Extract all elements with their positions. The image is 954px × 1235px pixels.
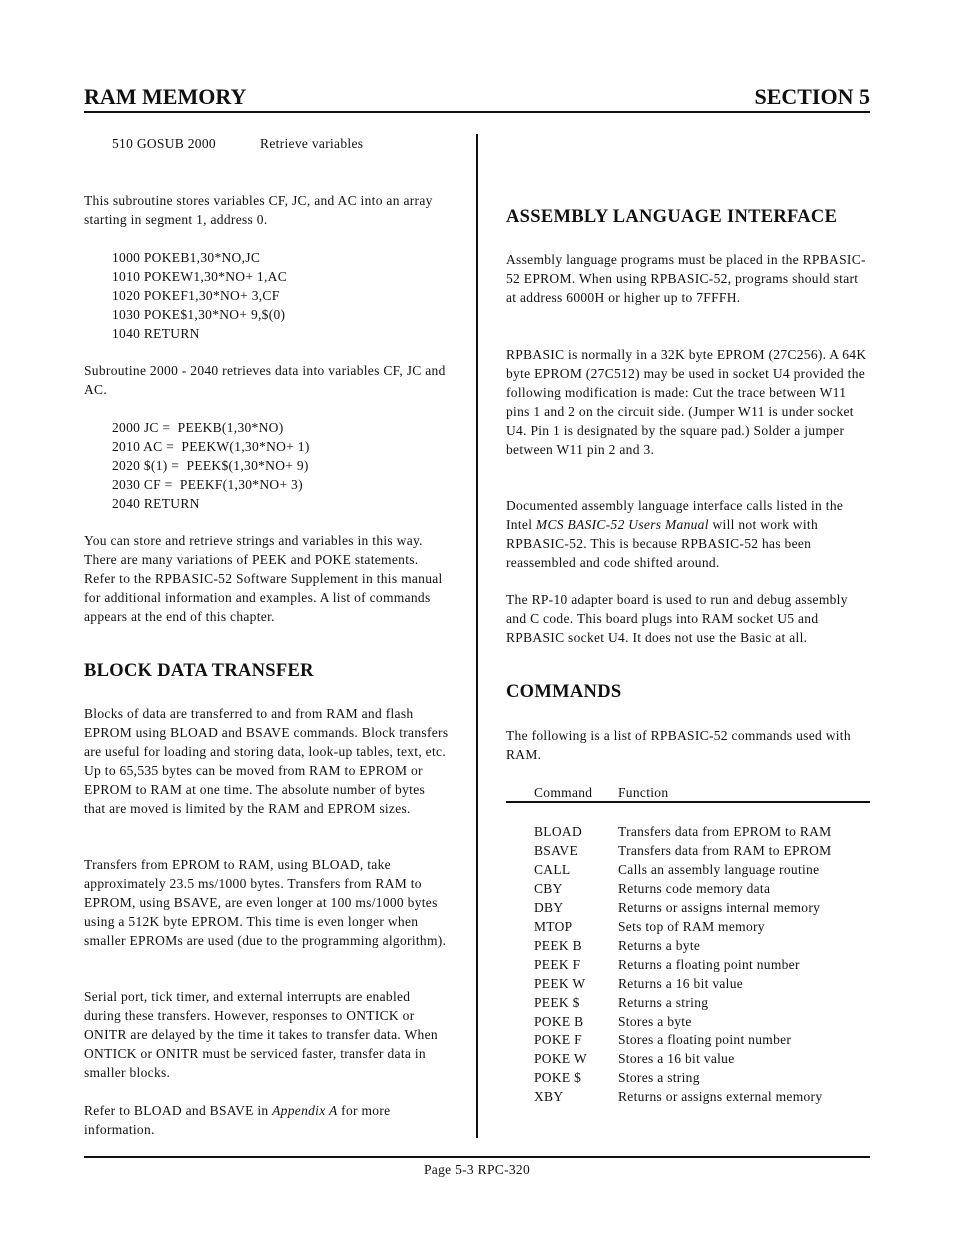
- code-line: 2040 RETURN: [112, 496, 200, 511]
- command-function: Returns code memory data: [618, 880, 771, 896]
- paragraph: Subroutine 2000 - 2040 retrieves data into variables CF, JC and AC.: [84, 363, 446, 397]
- command-name: BSAVE: [534, 842, 579, 858]
- section-heading: ASSEMBLY LANGUAGE INTERFACE: [506, 207, 838, 227]
- code-line: 2030 CF = PEEKF(1,30*NO+ 3): [112, 477, 303, 492]
- command-name: XBY: [534, 1089, 564, 1105]
- paragraph: RPBASIC is normally in a 32K byte EPROM (27C256). A 64K byte EPROM (27C512) may be used in socket U4 provided the following modification is made: Cut the trace between W11 pins 1 and 2 on the circuit side. (Jumper W11 is under socket U4. Pin 1 is designated by the square pad.) Solder a jumper between W11 pin 2 and 3.: [506, 347, 867, 457]
- paragraph: Refer to BLOAD and BSAVE in Appendix A for more information.: [84, 1103, 391, 1137]
- code-line: 510 GOSUB 2000 Retrieve variables: [112, 136, 364, 151]
- code-line: 1020 POKEF1,30*NO+ 3,CF: [112, 288, 280, 303]
- code-line: 2020 $(1) = PEEK$(1,30*NO+ 9): [112, 458, 309, 473]
- right-column: [506, 0, 870, 1150]
- code-line: 1010 POKEW1,30*NO+ 1,AC: [112, 269, 288, 284]
- code-line: 2000 JC = PEEKB(1,30*NO): [112, 420, 284, 435]
- command-name: MTOP: [534, 918, 573, 934]
- command-name: DBY: [534, 899, 564, 915]
- command-function: Transfers data from EPROM to RAM: [618, 824, 832, 839]
- command-function: Transfers data from RAM to EPROM: [618, 842, 832, 858]
- command-name: POKE F: [534, 1032, 582, 1048]
- code-line: 2010 AC = PEEKW(1,30*NO+ 1): [112, 439, 310, 454]
- code-line: 1000 POKEB1,30*NO,JC: [112, 250, 261, 265]
- paragraph: Blocks of data are transferred to and from RAM and flash EPROM using BLOAD and BSAVE commands. Block transfers are useful for loading and storing data, look-up tables, text, etc. Up to 65,535 bytes can be moved from RAM to EPROM or EPROM to RAM at one time. The absolute number of bytes that are moved is limited by the RAM and EPROM sizes.: [84, 706, 449, 816]
- footer-rule: [84, 1156, 870, 1158]
- left-column: [84, 0, 450, 1150]
- page-footer: Page 5-3 RPC-320: [423, 1162, 531, 1177]
- section-heading: BLOCK DATA TRANSFER: [84, 661, 314, 681]
- command-name: CBY: [534, 880, 563, 896]
- command-name: CALL: [534, 861, 571, 877]
- table-rule: [506, 801, 870, 803]
- paragraph: Transfers from EPROM to RAM, using BLOAD, take approximately 23.5 ms/1000 bytes. Transfers from RAM to EPROM, using BSAVE, are even longer at 100 ms/1000 bytes using a 512K byte EPROM. This time is even longer when smaller EPROMs are used (due to the programming algorithm).: [84, 857, 447, 948]
- paragraph: The RP-10 adapter board is used to run and debug assembly and C code. This board plugs into RAM socket U5 and RPBASIC socket U4. It does not use the Basic at all.: [506, 592, 848, 645]
- command-function: Returns a string: [618, 994, 709, 1010]
- command-function: Sets top of RAM memory: [618, 918, 765, 934]
- command-function: Returns a byte: [618, 937, 701, 953]
- paragraph: This subroutine stores variables CF, JC, and AC into an array starting in segment 1, address 0.: [84, 193, 433, 227]
- paragraph: You can store and retrieve strings and variables in this way. There are many variations of PEEK and POKE statements. Refer to the RPBASIC-52 Software Supplement in this manual for additional information and examples. A list of commands appears at the end of this chapter.: [84, 533, 443, 624]
- command-function: Stores a floating point number: [618, 1032, 792, 1048]
- command-name: PEEK F: [534, 956, 581, 972]
- section-heading: COMMANDS: [506, 682, 622, 702]
- command-function: Returns or assigns external memory: [618, 1089, 823, 1105]
- command-function: Returns or assigns internal memory: [618, 899, 821, 915]
- command-function: Stores a 16 bit value: [618, 1051, 735, 1067]
- table-header-function: Function: [618, 785, 669, 800]
- paragraph: Documented assembly language interface calls listed in the Intel MCS BASIC-52 Users Manual will not work with RPBASIC-52. This is because RPBASIC-52 has been reassembled and code shifted around.: [506, 498, 844, 570]
- table-header-command: Command: [534, 785, 593, 800]
- page-header-section: SECTION 5: [754, 84, 870, 109]
- command-name: PEEK B: [534, 937, 582, 953]
- paragraph: Serial port, tick timer, and external interrupts are enabled during these transfers. However, responses to ONTICK or ONITR are delayed by the time it takes to transfer data. When ONTICK or ONITR must be serviced faster, transfer data in smaller blocks.: [84, 989, 438, 1080]
- code-line: 1040 RETURN: [112, 326, 200, 341]
- command-name: BLOAD: [534, 824, 582, 839]
- command-name: PEEK $: [534, 994, 580, 1010]
- command-name: POKE W: [534, 1051, 587, 1067]
- command-name: POKE $: [534, 1070, 582, 1086]
- paragraph: Assembly language programs must be placed in the RPBASIC-52 EPROM. When using RPBASIC-52, programs should start at address 6000H or higher up to 7FFFH.: [506, 252, 866, 305]
- command-function: Stores a string: [618, 1070, 700, 1086]
- command-function: Calls an assembly language routine: [618, 861, 820, 877]
- column-divider: [476, 134, 478, 1138]
- command-function: Returns a 16 bit value: [618, 975, 744, 991]
- page-header-title: RAM MEMORY: [84, 84, 247, 109]
- command-name: PEEK W: [534, 975, 586, 991]
- manual-reference: MCS BASIC-52 Users Manual: [535, 517, 709, 532]
- command-function: Stores a byte: [618, 1013, 692, 1029]
- command-name: POKE B: [534, 1013, 584, 1029]
- appendix-reference: Appendix A: [272, 1103, 338, 1118]
- command-function: Returns a floating point number: [618, 956, 800, 972]
- code-line: 1030 POKE$1,30*NO+ 9,$(0): [112, 307, 286, 322]
- paragraph: The following is a list of RPBASIC-52 commands used with RAM.: [506, 728, 851, 762]
